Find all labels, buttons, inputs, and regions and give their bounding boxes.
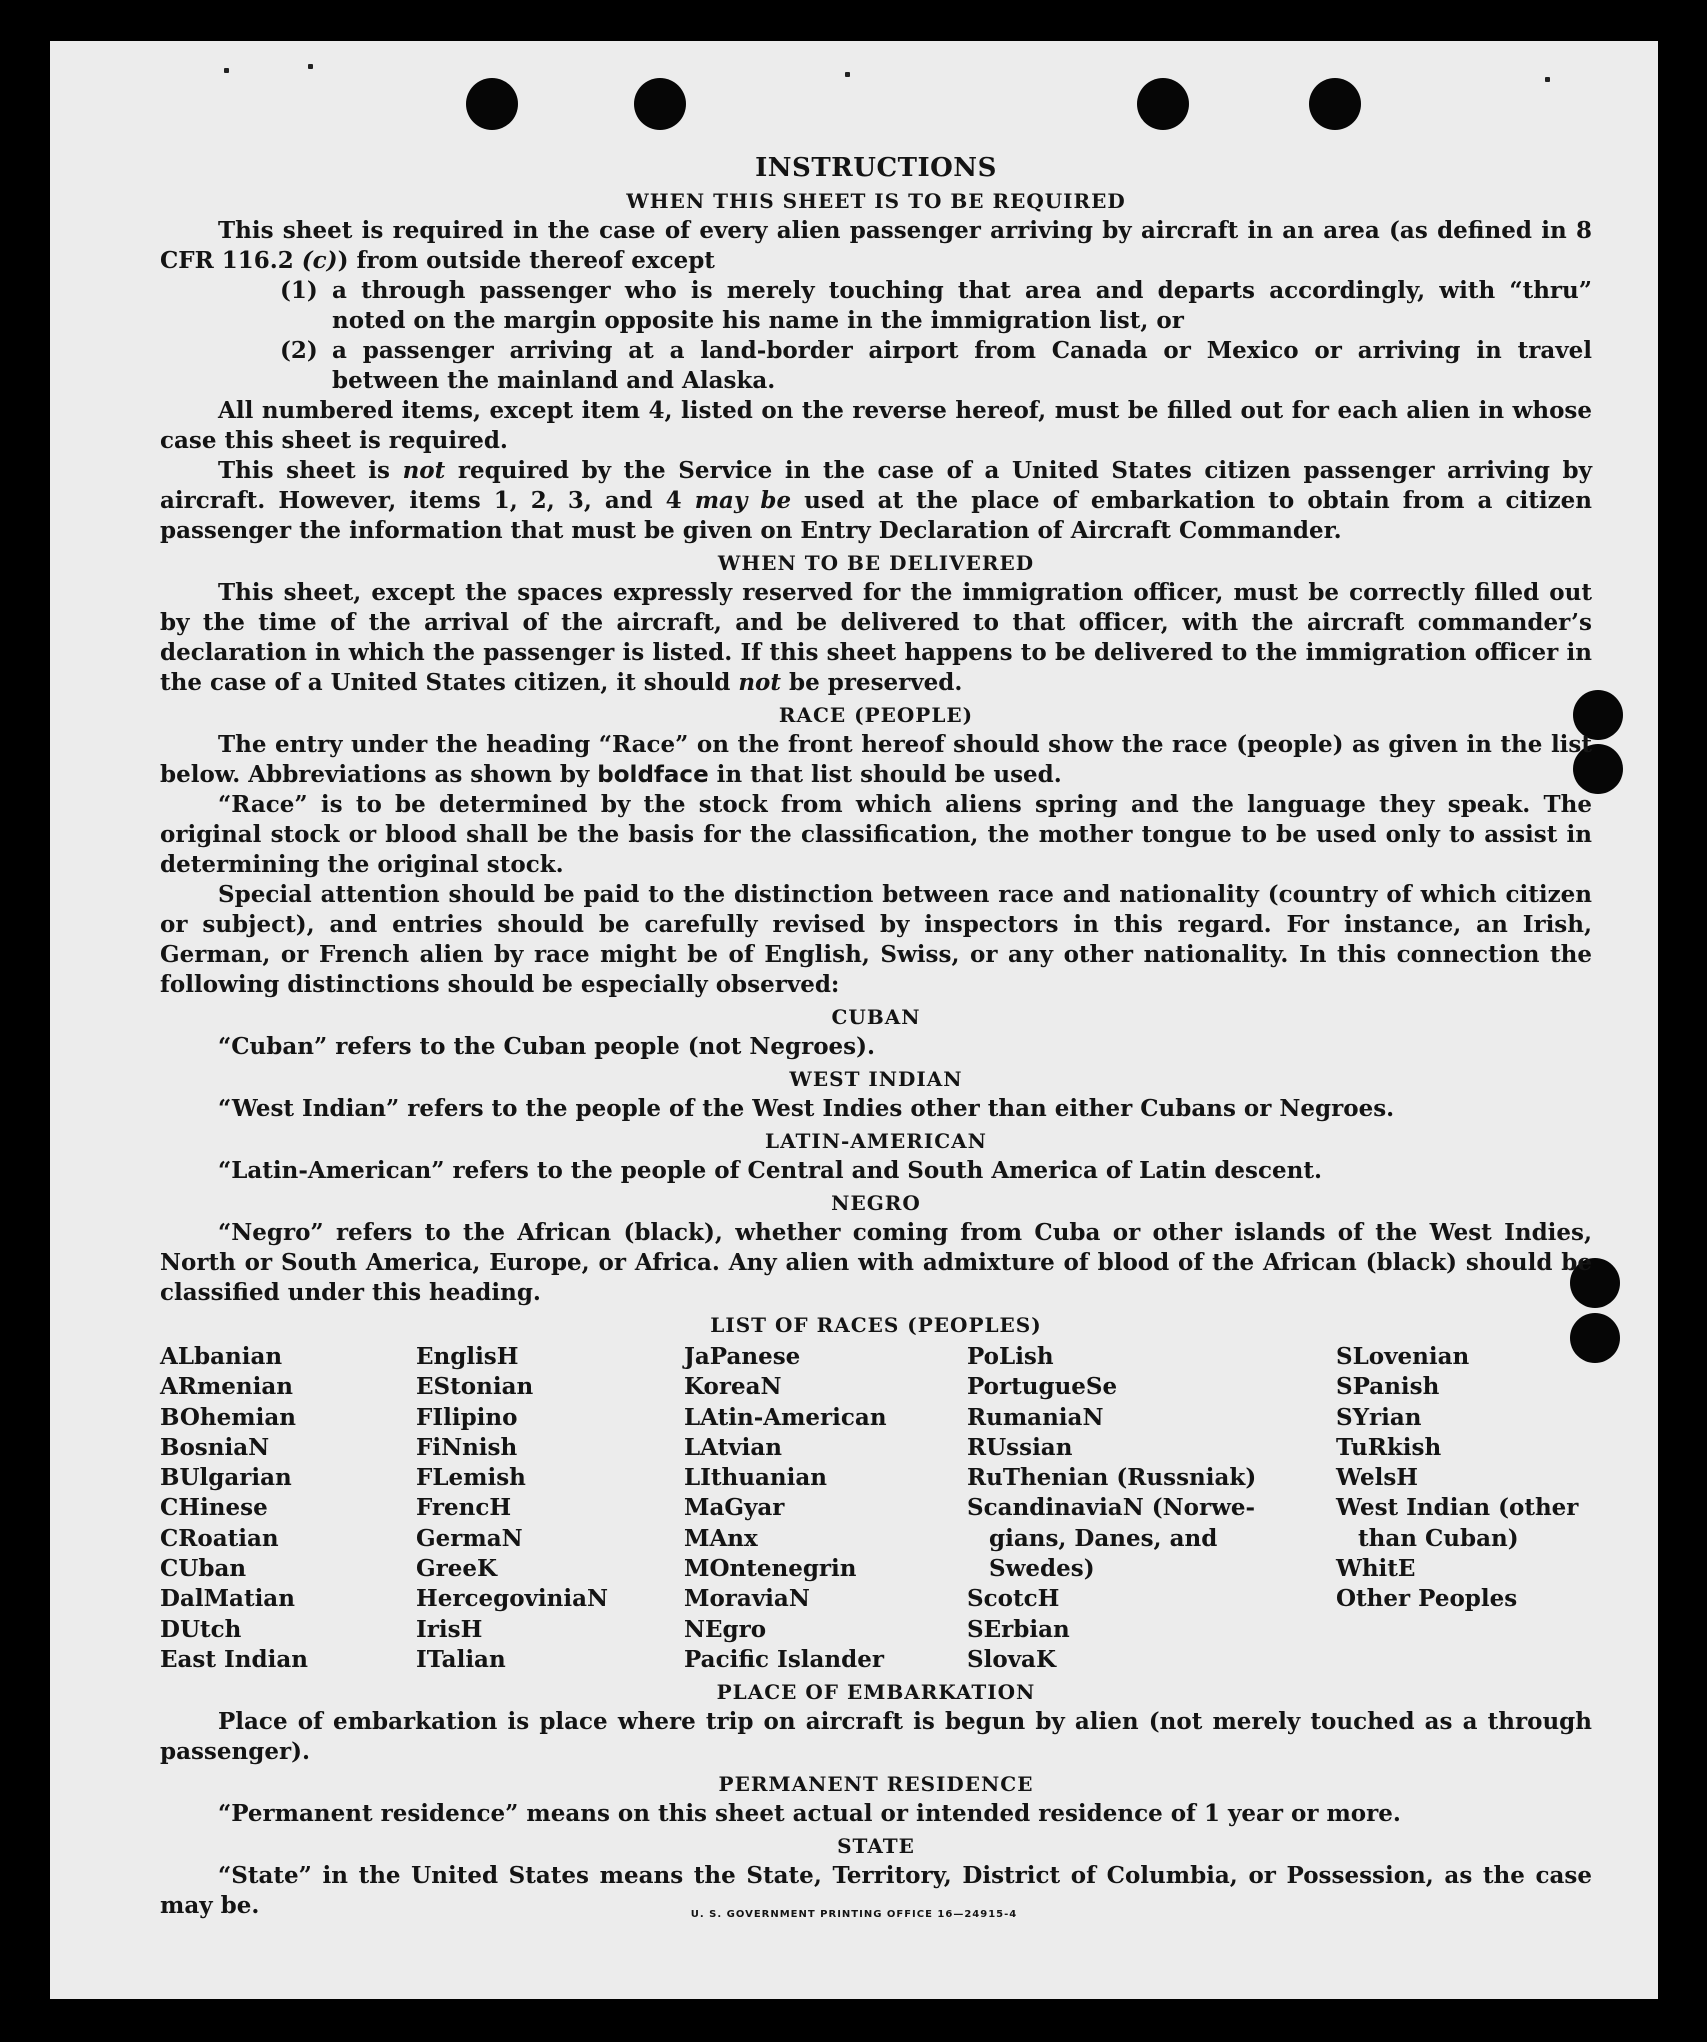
race-column-4	[967, 1342, 1336, 1675]
race-column-3	[684, 1342, 967, 1675]
race-item: ITalian	[416, 1645, 506, 1673]
paragraph-cuban: “Cuban” refers to the Cuban people (not Negroes).	[218, 1033, 876, 1060]
paper-speck	[224, 68, 229, 73]
section-heading-state: STATE	[837, 1834, 915, 1859]
race-column-1	[160, 1342, 416, 1675]
race-column-5	[1336, 1342, 1592, 1675]
paragraph-numbered-items: All numbered items, except item 4, listed on the reverse hereof, must be filled out for each alien in whose case this sheet is required.	[160, 397, 1592, 454]
race-item: GermaN	[416, 1524, 523, 1552]
race-item: SlovaK	[967, 1645, 1056, 1673]
exception-item-2: (2) a passenger arriving at a land-border airport from Canada or Mexico or arriving in travel between the mainland and Alaska.	[280, 337, 1592, 394]
race-item: KoreaN	[684, 1373, 782, 1401]
race-item-continued: gians, Danes, and	[989, 1524, 1218, 1552]
race-item: RUssian	[967, 1433, 1073, 1461]
paragraph-race-nationality: Special attention should be paid to the distinction between race and nationality (country of which citizen or subject), and entries should be carefully revised by inspectors in this regard. For instance, an Irish, German, or French alien by race might be of English, Swiss, or any other nationality. In this connection the following distinctions should be especially observed:	[160, 881, 1592, 998]
race-item: HercegoviniaN	[416, 1585, 609, 1613]
race-item: Other Peoples	[1336, 1585, 1518, 1613]
race-item: SPanish	[1336, 1373, 1440, 1401]
document-sheet	[50, 41, 1658, 1999]
section-heading-delivered: WHEN TO BE DELIVERED	[717, 551, 1035, 575]
race-item: FIlipino	[416, 1403, 518, 1431]
race-item: MAnx	[684, 1524, 758, 1552]
race-item: CRoatian	[160, 1524, 279, 1552]
race-item: JaPanese	[684, 1343, 801, 1370]
race-item: EStonian	[416, 1373, 534, 1401]
section-heading-residence: PERMANENT RESIDENCE	[718, 1772, 1034, 1797]
instructions-body	[160, 148, 1592, 1921]
section-heading-when-required: WHEN THIS SHEET IS TO BE REQUIRED	[626, 189, 1126, 213]
paragraph-west-indian: “West Indian” refers to the people of the West Indies other than either Cubans or Negroes.	[218, 1095, 1395, 1122]
race-item: WelsH	[1336, 1464, 1419, 1492]
race-item: ScandinaviaN (Norwe-	[967, 1494, 1256, 1522]
printer-footer: U. S. GOVERNMENT PRINTING OFFICE 16—24915-4	[690, 1909, 1018, 1920]
punch-hole	[1309, 78, 1361, 130]
race-item: BosniaN	[160, 1433, 270, 1461]
paper-speck	[1545, 77, 1550, 82]
section-heading-latin-american: LATIN-AMERICAN	[765, 1129, 987, 1153]
page-title: INSTRUCTIONS	[755, 153, 997, 183]
race-item: MaGyar	[684, 1494, 785, 1522]
race-item: FiNnish	[416, 1433, 518, 1461]
race-item: MoraviaN	[684, 1585, 810, 1613]
race-item: BOhemian	[160, 1403, 296, 1431]
paragraph-race-entry: The entry under the heading “Race” on the front hereof should show the race (people) as given in the list below. Abbreviations as shown by boldface in that list should be used.	[160, 731, 1592, 788]
race-item: FLemish	[416, 1464, 526, 1492]
section-heading-race: RACE (PEOPLE)	[778, 703, 974, 727]
race-item: West Indian (other	[1336, 1494, 1579, 1522]
race-item: ALbanian	[160, 1343, 283, 1370]
paragraph-required-intro: This sheet is required in the case of every alien passenger arriving by aircraft in an area (as defined in 8 CFR 116.2 (c)) from outside thereof except	[160, 217, 1592, 274]
race-item: FrencH	[416, 1494, 512, 1522]
race-item: NEgro	[684, 1615, 767, 1643]
race-item: LAtin-American	[684, 1403, 887, 1431]
exception-item-1: (1) a through passenger who is merely touching that area and departs accordingly, with “thru” noted on the margin opposite his name in the immigration list, or	[280, 277, 1592, 334]
race-item: LIthuanian	[684, 1464, 827, 1492]
race-item: EnglisH	[416, 1343, 519, 1370]
race-item: GreeK	[416, 1555, 498, 1583]
race-item: IrisH	[416, 1615, 483, 1643]
paragraph-residence: “Permanent residence” means on this sheet actual or intended residence of 1 year or more.	[218, 1800, 1401, 1828]
race-item: SErbian	[967, 1615, 1070, 1643]
punch-hole	[634, 78, 686, 130]
paragraph-race-stock: “Race” is to be determined by the stock from which aliens spring and the language they speak. The original stock or blood shall be the basis for the classification, the mother tongue to be used only to assist in determining the original stock.	[160, 791, 1592, 878]
section-heading-cuban: CUBAN	[831, 1005, 921, 1029]
race-item: DalMatian	[160, 1585, 295, 1613]
race-item: PortugueSe	[967, 1373, 1118, 1401]
paper-speck	[845, 72, 850, 77]
section-heading-embarkation: PLACE OF EMBARKATION	[716, 1680, 1036, 1705]
paragraph-embarkation: Place of embarkation is place where trip on aircraft is begun by alien (not merely touched as a through passenger).	[160, 1708, 1592, 1766]
race-item-continued: than Cuban)	[1358, 1524, 1519, 1552]
paragraph-latin-american: “Latin-American” refers to the people of Central and South America of Latin descent.	[218, 1157, 1322, 1184]
race-item: CUban	[160, 1555, 247, 1583]
section-heading-negro: NEGRO	[831, 1191, 921, 1215]
race-item: SYrian	[1336, 1403, 1422, 1431]
race-item: MOntenegrin	[684, 1555, 857, 1583]
race-item-continued: Swedes)	[989, 1555, 1095, 1583]
paragraph-citizen: This sheet is not required by the Service in the case of a United States citizen passenger arriving by aircraft. However, items 1, 2, 3, and 4 may be used at the place of embarkation to obtain from a citizen passenger the information that must be given on Entry Declaration of Aircraft Commander.	[160, 457, 1592, 544]
paper-speck	[308, 64, 313, 69]
race-item: PoLish	[967, 1343, 1054, 1370]
race-item: SLovenian	[1336, 1343, 1470, 1370]
race-item: RumaniaN	[967, 1403, 1104, 1431]
race-item: LAtvian	[684, 1433, 782, 1461]
race-item: ScotcH	[967, 1585, 1060, 1613]
race-item: WhitE	[1336, 1555, 1416, 1583]
paragraph-state: “State” in the United States means the State, Territory, District of Columbia, or Possession, as the case may be.	[160, 1862, 1592, 1920]
punch-hole	[466, 78, 518, 130]
race-list	[160, 1342, 1592, 1675]
race-column-2	[416, 1342, 684, 1675]
race-item: RuThenian (Russniak)	[967, 1464, 1257, 1492]
race-item: ARmenian	[160, 1373, 294, 1401]
race-item: BUlgarian	[160, 1464, 292, 1492]
paragraph-negro: “Negro” refers to the African (black), whether coming from Cuba or other islands of the West Indies, North or South America, Europe, or Africa. Any alien with admixture of blood of the African (black) should be classified under this heading.	[160, 1219, 1592, 1306]
punch-hole	[1137, 78, 1189, 130]
race-item: Pacific Islander	[684, 1645, 884, 1673]
paragraph-delivered: This sheet, except the spaces expressly reserved for the immigration officer, must be correctly filled out by the time of the arrival of the aircraft, and be delivered to that officer, with the aircraft commander’s declaration in which the passenger is listed. If this sheet happens to be delivered to the immigration officer in the case of a United States citizen, it should not be preserved.	[160, 579, 1592, 696]
race-item: DUtch	[160, 1615, 242, 1643]
section-heading-list-of-races: LIST OF RACES (PEOPLES)	[710, 1313, 1042, 1337]
section-heading-west-indian: WEST INDIAN	[789, 1067, 963, 1091]
race-item: East Indian	[160, 1645, 308, 1673]
race-item: TuRkish	[1336, 1433, 1442, 1461]
race-item: CHinese	[160, 1494, 268, 1522]
